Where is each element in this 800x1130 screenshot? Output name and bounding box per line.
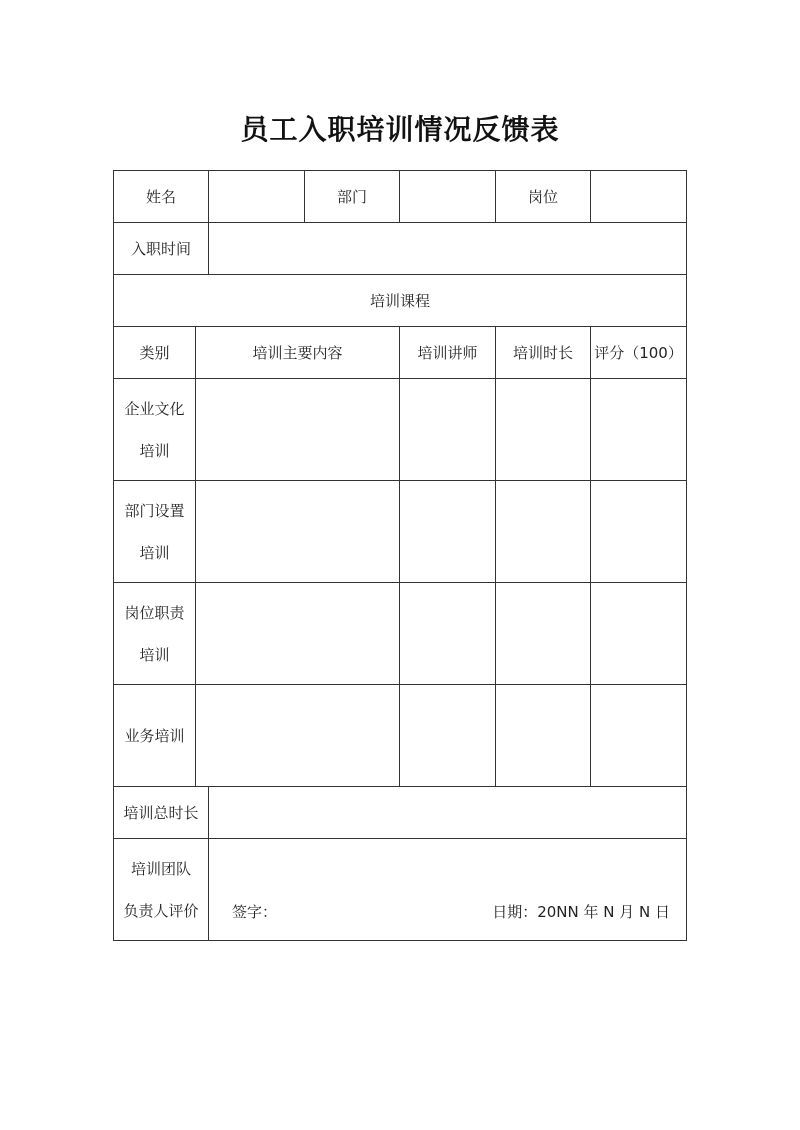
course-content-field[interactable]: [196, 583, 400, 685]
course-lecturer-field[interactable]: [400, 685, 496, 787]
feedback-form-table: [113, 170, 687, 941]
name-label: 姓名: [114, 171, 209, 223]
course-content-field[interactable]: [196, 685, 400, 787]
name-field[interactable]: [209, 171, 305, 223]
hire-date-field[interactable]: [209, 223, 687, 275]
header-category: 类别: [114, 327, 196, 379]
course-score-field[interactable]: [591, 685, 687, 787]
header-lecturer: 培训讲师: [400, 327, 496, 379]
course-duration-field[interactable]: [496, 481, 591, 583]
courses-header-row: [114, 327, 687, 379]
page-title: 员工入职培训情况反馈表: [240, 113, 560, 146]
course-lecturer-field[interactable]: [400, 379, 496, 481]
course-score-field[interactable]: [591, 379, 687, 481]
course-row: [114, 583, 687, 685]
course-category-line1: 岗位职责: [124, 603, 185, 622]
total-duration-field[interactable]: [209, 787, 687, 839]
total-duration-label: 培训总时长: [114, 787, 209, 839]
course-category: [114, 481, 196, 583]
evaluation-label: [114, 839, 209, 941]
course-category-line1: 业务培训: [124, 727, 185, 745]
course-category: [114, 583, 196, 685]
course-row: [114, 379, 687, 481]
courses-section-title: 培训课程: [114, 275, 687, 327]
course-lecturer-field[interactable]: [400, 583, 496, 685]
course-content-field[interactable]: [196, 379, 400, 481]
position-label: 岗位: [496, 171, 591, 223]
evaluation-row: [114, 839, 687, 941]
header-content: 培训主要内容: [196, 327, 400, 379]
evaluation-label-line1: 培训团队: [131, 859, 192, 878]
course-category-line2: 培训: [139, 645, 170, 664]
course-score-field[interactable]: [591, 481, 687, 583]
hire-date-label: 入职时间: [114, 223, 209, 275]
evaluation-field[interactable]: [209, 839, 687, 941]
course-duration-field[interactable]: [496, 685, 591, 787]
date-label: 日期：20NN 年 N 月 N 日: [492, 903, 671, 921]
course-category-line2: 培训: [139, 441, 170, 460]
course-lecturer-field[interactable]: [400, 481, 496, 583]
course-category: [114, 685, 196, 787]
course-category-line1: 企业文化: [124, 399, 185, 418]
hire-date-row: [114, 223, 687, 275]
evaluation-label-line2: 负责人评价: [123, 901, 199, 920]
course-duration-field[interactable]: [496, 379, 591, 481]
signature-label: 签字：: [232, 903, 278, 921]
header-score: 评分（100）: [591, 327, 687, 379]
course-category-line2: 培训: [139, 543, 170, 562]
course-score-field[interactable]: [591, 583, 687, 685]
course-row: [114, 685, 687, 787]
courses-section-row: [114, 275, 687, 327]
info-row: [114, 171, 687, 223]
department-label: 部门: [305, 171, 400, 223]
total-duration-row: [114, 787, 687, 839]
course-content-field[interactable]: [196, 481, 400, 583]
course-row: [114, 481, 687, 583]
department-field[interactable]: [400, 171, 496, 223]
course-duration-field[interactable]: [496, 583, 591, 685]
position-field[interactable]: [591, 171, 687, 223]
course-category: [114, 379, 196, 481]
course-category-line1: 部门设置: [124, 501, 185, 520]
header-duration: 培训时长: [496, 327, 591, 379]
